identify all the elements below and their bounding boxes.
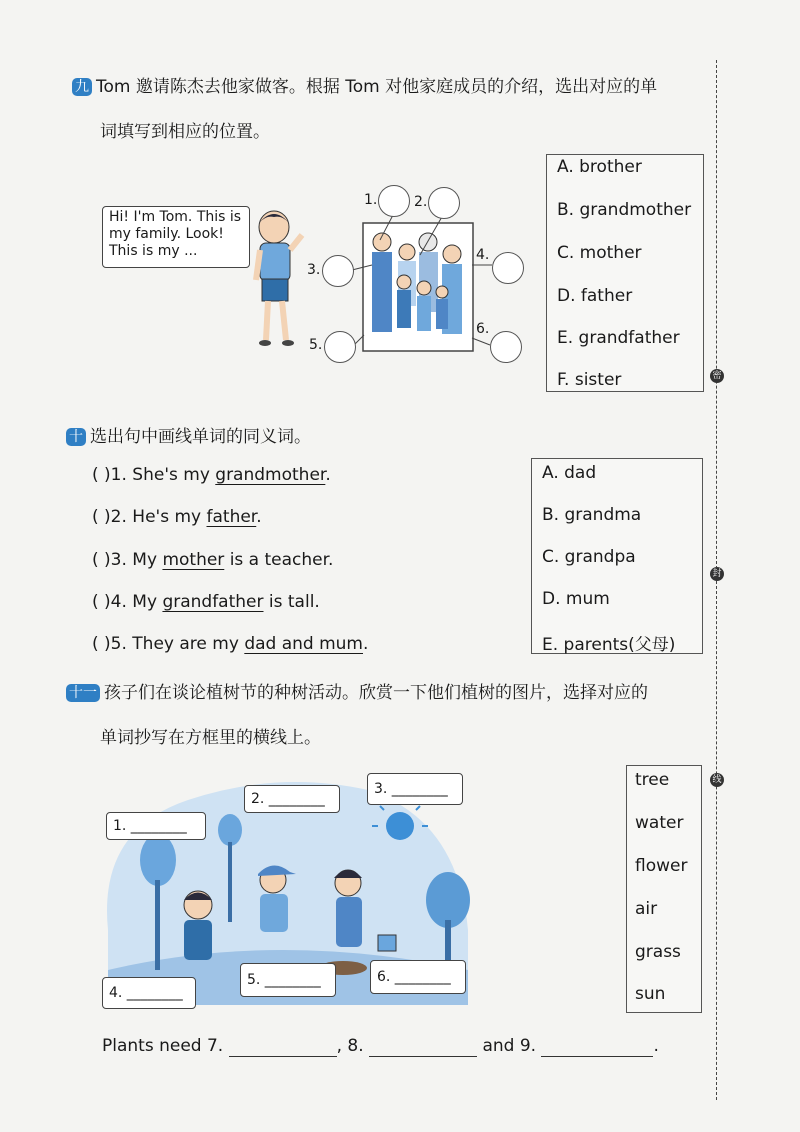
synonym-option-e: E. parents(父母) (542, 635, 676, 655)
answer-circle-5[interactable] (324, 331, 356, 363)
option-d: D. father (557, 286, 633, 306)
section10-badge: 十 (66, 428, 86, 446)
blank-box-1[interactable]: 1. ________ (106, 812, 206, 840)
section11-heading-line2: 单词抄写在方框里的横线上。 (100, 728, 321, 748)
section9-heading: 九 Tom 邀请陈杰去他家做客。根据 Tom 对他家庭成员的介绍，选出对应的单 (72, 72, 712, 97)
section9-options-box (546, 154, 704, 392)
answer-paren-3[interactable]: ( ) (92, 550, 111, 570)
word-air: air (635, 899, 658, 919)
option-c: C. mother (557, 243, 642, 263)
underlined-word-5: dad and mum (244, 634, 363, 654)
word-water: water (635, 813, 684, 833)
section10-options-box (531, 458, 703, 654)
blank-9[interactable] (541, 1036, 653, 1057)
word-sun: sun (635, 984, 666, 1004)
synonym-option-d: D. mum (542, 589, 610, 609)
answer-paren-1[interactable]: ( ) (92, 465, 111, 485)
question-row-5: ( )5. They are my dad and mum. (92, 634, 369, 654)
question-row-1: ( )1. She's my grandmother. (92, 465, 331, 485)
answer-circle-3[interactable] (322, 255, 354, 287)
circle-label-1: 1. (364, 192, 378, 208)
tom-illustration (248, 205, 308, 350)
tom-speech-bubble: Hi! I'm Tom. This is my family. Look! This is my ... (102, 206, 250, 268)
synonym-option-b: B. grandma (542, 505, 642, 525)
word-flower: flower (635, 856, 688, 876)
answer-circle-2[interactable] (428, 187, 460, 219)
circle-label-5: 5. (309, 337, 323, 353)
answer-circle-4[interactable] (492, 252, 524, 284)
synonym-option-a: A. dad (542, 463, 597, 483)
section10-heading: 十 选出句中画线单词的同义词。 (66, 422, 311, 447)
answer-paren-4[interactable]: ( ) (92, 592, 111, 612)
binding-icon-1: 密 (710, 369, 724, 383)
option-e: E. grandfather (557, 328, 680, 348)
section9-heading-line2: 词填写到相应的位置。 (100, 122, 270, 142)
word-grass: grass (635, 942, 681, 962)
circle-label-3: 3. (307, 262, 321, 278)
underlined-word-2: father (206, 507, 257, 527)
blank-8[interactable] (369, 1036, 477, 1057)
option-a: A. brother (557, 157, 642, 177)
circle-label-6: 6. (476, 321, 490, 337)
binding-icon-3: 线 (710, 773, 724, 787)
blank-box-2[interactable]: 2. ________ (244, 785, 340, 813)
blank-box-6[interactable]: 6. ________ (370, 960, 466, 994)
answer-paren-5[interactable]: ( ) (92, 634, 111, 654)
underlined-word-1: grandmother (215, 465, 326, 485)
question-row-3: ( )3. My mother is a teacher. (92, 550, 334, 570)
binding-icon-2: 封 (710, 567, 724, 581)
blank-box-4[interactable]: 4. ________ (102, 977, 196, 1009)
blank-7[interactable] (229, 1036, 337, 1057)
answer-paren-2[interactable]: ( ) (92, 507, 111, 527)
circle-label-4: 4. (476, 247, 490, 263)
question-row-2: ( )2. He's my father. (92, 507, 262, 527)
section9-badge: 九 (72, 78, 92, 96)
plants-need-sentence: Plants need 7. , 8. and 9. . (102, 1036, 659, 1056)
underlined-word-3: mother (162, 550, 225, 570)
underlined-word-4: grandfather (162, 592, 264, 612)
blank-box-5[interactable]: 5. ________ (240, 963, 336, 997)
word-tree: tree (635, 770, 670, 790)
synonym-option-c: C. grandpa (542, 547, 636, 567)
answer-circle-6[interactable] (490, 331, 522, 363)
blank-box-3[interactable]: 3. ________ (367, 773, 463, 805)
option-f: F. sister (557, 370, 622, 390)
question-row-4: ( )4. My grandfather is tall. (92, 592, 320, 612)
answer-circle-1[interactable] (378, 185, 410, 217)
word-bank-box (626, 765, 702, 1013)
section11-heading: 十一 孩子们在谈论植树节的种树活动。欣赏一下他们植树的图片，选择对应的 (66, 678, 706, 703)
section11-badge: 十一 (66, 684, 100, 702)
circle-label-2: 2. (414, 194, 428, 210)
option-b: B. grandmother (557, 200, 692, 220)
